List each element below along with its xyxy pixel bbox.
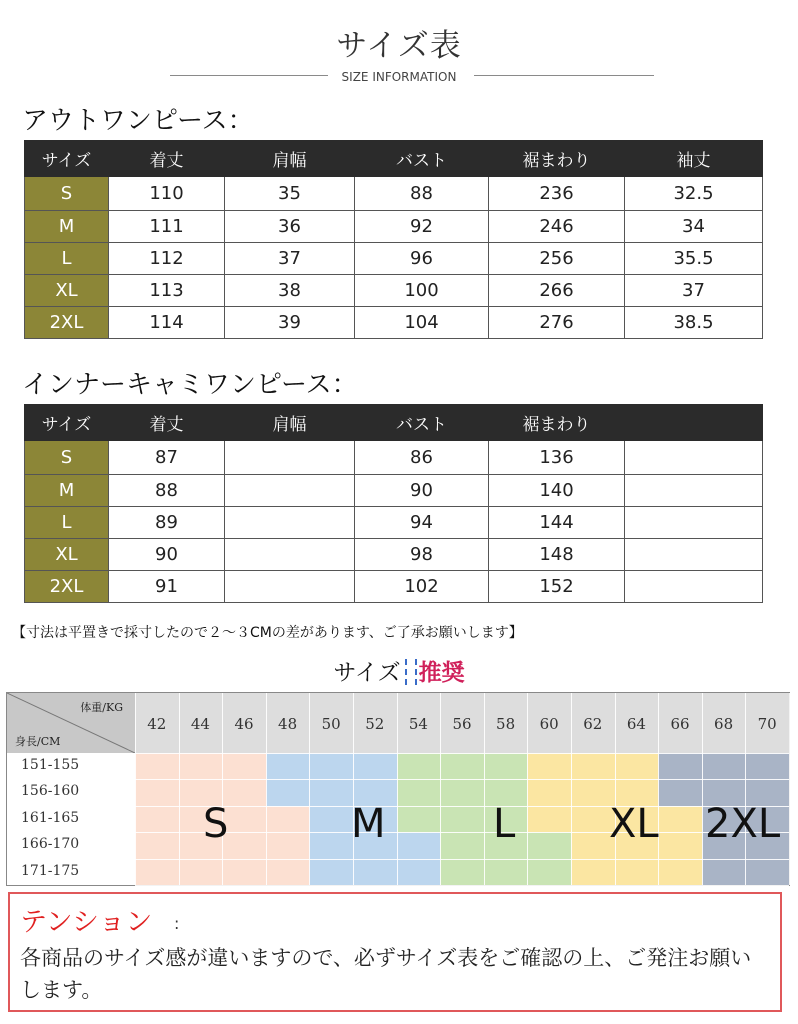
table-cell bbox=[625, 441, 763, 475]
table-cell: 90 bbox=[355, 475, 489, 507]
table-cell: 32.5 bbox=[625, 177, 763, 211]
weight-label: 48 bbox=[278, 715, 298, 733]
table-cell: 37 bbox=[225, 243, 355, 275]
table-cell: 35 bbox=[225, 177, 355, 211]
column-header: 着丈 bbox=[109, 405, 225, 441]
table-cell: 89 bbox=[109, 507, 225, 539]
grid-line bbox=[135, 885, 789, 886]
dashed-divider-icon bbox=[405, 659, 417, 685]
weight-label: 46 bbox=[234, 715, 254, 733]
size-cell: M bbox=[25, 211, 109, 243]
grid-line bbox=[135, 753, 789, 754]
size-recommend-title-text: サイズ bbox=[333, 660, 401, 686]
height-label: 166-170 bbox=[21, 836, 80, 853]
size-cell: 2XL bbox=[25, 307, 109, 339]
table-cell: 96 bbox=[355, 243, 489, 275]
size-recommend-title-red: 推奨 bbox=[418, 659, 465, 686]
weight-label: 70 bbox=[757, 715, 777, 733]
table-row bbox=[25, 211, 763, 243]
table-row bbox=[25, 475, 763, 507]
table-cell: 92 bbox=[355, 211, 489, 243]
weight-label: 64 bbox=[626, 715, 646, 733]
table-cell: 246 bbox=[489, 211, 625, 243]
table-cell bbox=[625, 507, 763, 539]
weight-label: 56 bbox=[452, 715, 472, 733]
weight-label: 44 bbox=[190, 715, 210, 733]
grid-line bbox=[135, 832, 789, 833]
size-label-xl: XL bbox=[609, 801, 659, 847]
weight-label: 62 bbox=[583, 715, 603, 733]
table-cell: 104 bbox=[355, 307, 489, 339]
grid-line bbox=[135, 779, 789, 780]
size-cell: XL bbox=[25, 275, 109, 307]
table-cell: 36 bbox=[225, 211, 355, 243]
height-axis-label: 身長/CM bbox=[15, 735, 61, 748]
table-cell: 88 bbox=[109, 475, 225, 507]
table-cell: 112 bbox=[109, 243, 225, 275]
table-cell: 90 bbox=[109, 539, 225, 571]
table-cell: 102 bbox=[355, 571, 489, 603]
caution-colon: : bbox=[174, 914, 180, 933]
table-row bbox=[25, 507, 763, 539]
height-label: 161-165 bbox=[21, 809, 80, 826]
table-cell: 87 bbox=[109, 441, 225, 475]
table-cell: 256 bbox=[489, 243, 625, 275]
page-subtitle: SIZE INFORMATION bbox=[341, 70, 457, 84]
column-header: 袖丈 bbox=[625, 141, 763, 177]
table-cell: 144 bbox=[489, 507, 625, 539]
table-cell: 94 bbox=[355, 507, 489, 539]
weight-label: 52 bbox=[365, 715, 385, 733]
size-cell: S bbox=[25, 441, 109, 475]
column-header: バスト bbox=[355, 405, 489, 441]
measurement-note: 【寸法は平置きで採寸したので２～３CMの差があります、ご了承お願いします】 bbox=[12, 625, 523, 641]
inner-cami-size-table bbox=[24, 404, 763, 603]
caution-title: テンション bbox=[20, 907, 153, 938]
height-label: 156-160 bbox=[21, 783, 80, 800]
weight-label: 66 bbox=[670, 715, 690, 733]
table-row bbox=[25, 571, 763, 603]
column-header: 着丈 bbox=[109, 141, 225, 177]
column-header: サイズ bbox=[25, 405, 109, 441]
table-row bbox=[25, 539, 763, 571]
table-cell: 114 bbox=[109, 307, 225, 339]
column-header: 肩幅 bbox=[225, 141, 355, 177]
table-cell: 276 bbox=[489, 307, 625, 339]
weight-label: 54 bbox=[408, 715, 428, 733]
table-cell: 38 bbox=[225, 275, 355, 307]
table-cell bbox=[225, 539, 355, 571]
table-cell: 100 bbox=[355, 275, 489, 307]
grid-line bbox=[789, 693, 790, 885]
height-label: 171-175 bbox=[21, 862, 80, 879]
weight-label: 68 bbox=[714, 715, 734, 733]
column-header bbox=[625, 405, 763, 441]
size-cell: XL bbox=[25, 539, 109, 571]
table-cell: 152 bbox=[489, 571, 625, 603]
size-label-l: L bbox=[493, 801, 516, 847]
weight-label: 60 bbox=[539, 715, 559, 733]
table-cell: 37 bbox=[625, 275, 763, 307]
size-cell: 2XL bbox=[25, 571, 109, 603]
size-label-s: S bbox=[203, 801, 229, 847]
grid-line bbox=[135, 806, 789, 807]
table-cell: 110 bbox=[109, 177, 225, 211]
grid-line bbox=[135, 859, 789, 860]
table-cell bbox=[225, 507, 355, 539]
table-row bbox=[25, 275, 763, 307]
table-cell: 39 bbox=[225, 307, 355, 339]
size-label-m: M bbox=[351, 801, 386, 847]
table-row bbox=[25, 441, 763, 475]
weight-axis-label: 体重/KG bbox=[80, 701, 123, 714]
table-cell bbox=[225, 475, 355, 507]
table-cell bbox=[625, 539, 763, 571]
table-cell: 140 bbox=[489, 475, 625, 507]
outer-dress-title: アウトワンピース： bbox=[22, 106, 254, 136]
size-recommend-grid bbox=[6, 692, 790, 886]
table-cell: 34 bbox=[625, 211, 763, 243]
grid-corner-header bbox=[7, 693, 135, 753]
table-cell: 86 bbox=[355, 441, 489, 475]
table-row bbox=[25, 177, 763, 211]
size-cell: S bbox=[25, 177, 109, 211]
table-cell: 148 bbox=[489, 539, 625, 571]
size-label-2xl: 2XL bbox=[705, 801, 781, 847]
caution-box bbox=[8, 892, 782, 1012]
table-row bbox=[25, 243, 763, 275]
outer-dress-size-table bbox=[24, 140, 763, 339]
weight-label: 50 bbox=[321, 715, 341, 733]
page-title: サイズ表 bbox=[336, 28, 462, 64]
inner-cami-dress-title: インナーキャミワンピース： bbox=[22, 370, 358, 400]
table-cell: 38.5 bbox=[625, 307, 763, 339]
table-cell: 136 bbox=[489, 441, 625, 475]
column-header: 裾まわり bbox=[489, 405, 625, 441]
table-cell bbox=[625, 571, 763, 603]
column-header: 肩幅 bbox=[225, 405, 355, 441]
table-cell bbox=[225, 571, 355, 603]
column-header: サイズ bbox=[25, 141, 109, 177]
weight-label: 42 bbox=[147, 715, 167, 733]
table-cell: 266 bbox=[489, 275, 625, 307]
caution-body: 各商品のサイズ感が違いますので、必ずサイズ表をご確認の上、ご発注お願いします。 bbox=[20, 946, 752, 1002]
size-cell: L bbox=[25, 507, 109, 539]
column-header: 裾まわり bbox=[489, 141, 625, 177]
table-cell: 35.5 bbox=[625, 243, 763, 275]
table-cell: 113 bbox=[109, 275, 225, 307]
height-label: 151-155 bbox=[21, 757, 80, 773]
table-cell: 88 bbox=[355, 177, 489, 211]
size-region-s bbox=[135, 753, 266, 885]
table-cell: 98 bbox=[355, 539, 489, 571]
table-cell: 236 bbox=[489, 177, 625, 211]
column-header: バスト bbox=[355, 141, 489, 177]
table-cell: 91 bbox=[109, 571, 225, 603]
table-cell bbox=[225, 441, 355, 475]
weight-label: 58 bbox=[496, 715, 516, 733]
size-region-s bbox=[266, 806, 310, 885]
size-cell: M bbox=[25, 475, 109, 507]
size-cell: L bbox=[25, 243, 109, 275]
table-cell: 111 bbox=[109, 211, 225, 243]
table-row bbox=[25, 307, 763, 339]
table-cell bbox=[625, 475, 763, 507]
size-recommend-title bbox=[0, 654, 798, 687]
